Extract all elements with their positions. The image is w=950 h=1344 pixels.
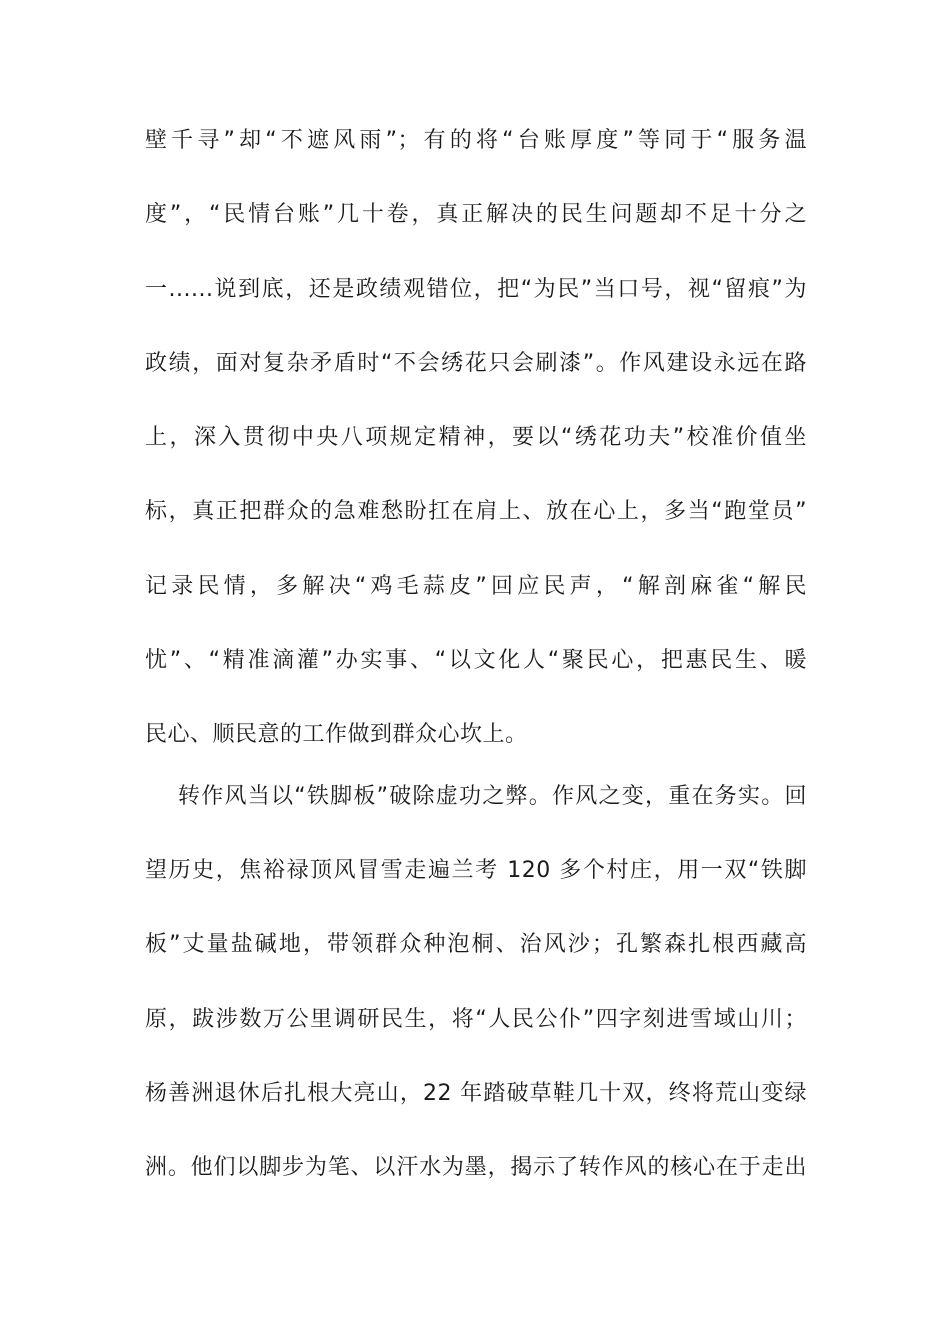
text-line: 一......说到底，还是政绩观错位，把“为民”当口号，视“留痕”为 bbox=[145, 276, 807, 302]
paragraph-1 bbox=[145, 121, 807, 790]
text-line: 原，跋涉数万公里调研民生，将“人民公仆”四字刻进雪域山川； bbox=[145, 1006, 807, 1032]
text-line: 望历史，焦裕禄顶风冒雪走遍兰考 120 多个村庄，用一双“铁脚 bbox=[145, 857, 807, 883]
text-line: 度”，“民情台账”几十卷，真正解决的民生问题却不足十分之 bbox=[145, 202, 807, 228]
text-line: 壁千寻”却“不遮风雨”；有的将“台账厚度”等同于“服务温 bbox=[145, 128, 807, 153]
text-line: 转作风当以“铁脚板”破除虚功之弊。作风之变，重在务实。回 bbox=[178, 783, 807, 809]
text-line: 记录民情，多解决“鸡毛蒜皮”回应民声，“解剖麻雀“解民 bbox=[145, 573, 807, 599]
paragraph-2 bbox=[145, 777, 807, 1223]
text-line: 板”丈量盐碱地，带领群众种泡桐、治风沙；孔繁森扎根西藏高 bbox=[145, 932, 807, 958]
text-line: 洲。他们以脚步为笔、以汗水为墨，揭示了转作风的核心在于走出 bbox=[145, 1155, 807, 1181]
text-line: 忧”、“精准滴灌”办实事、“以文化人“聚民心，把惠民生、暖 bbox=[145, 648, 807, 674]
text-line: 政绩，面对复杂矛盾时“不会绣花只会刷漆”。作风建设永远在路 bbox=[145, 350, 807, 376]
text-line: 民心、顺民意的工作做到群众心坎上。 bbox=[145, 722, 528, 748]
document-body bbox=[145, 121, 807, 1222]
text-line: 上，深入贯彻中央八项规定精神，要以“绣花功夫”校准价值坐 bbox=[145, 425, 808, 451]
text-line: 标，真正把群众的急难愁盼扛在肩上、放在心上，多当“跑堂员” bbox=[145, 499, 807, 525]
text-line: 杨善洲退休后扎根大亮山，22 年踏破草鞋几十双，终将荒山变绿 bbox=[145, 1080, 807, 1106]
